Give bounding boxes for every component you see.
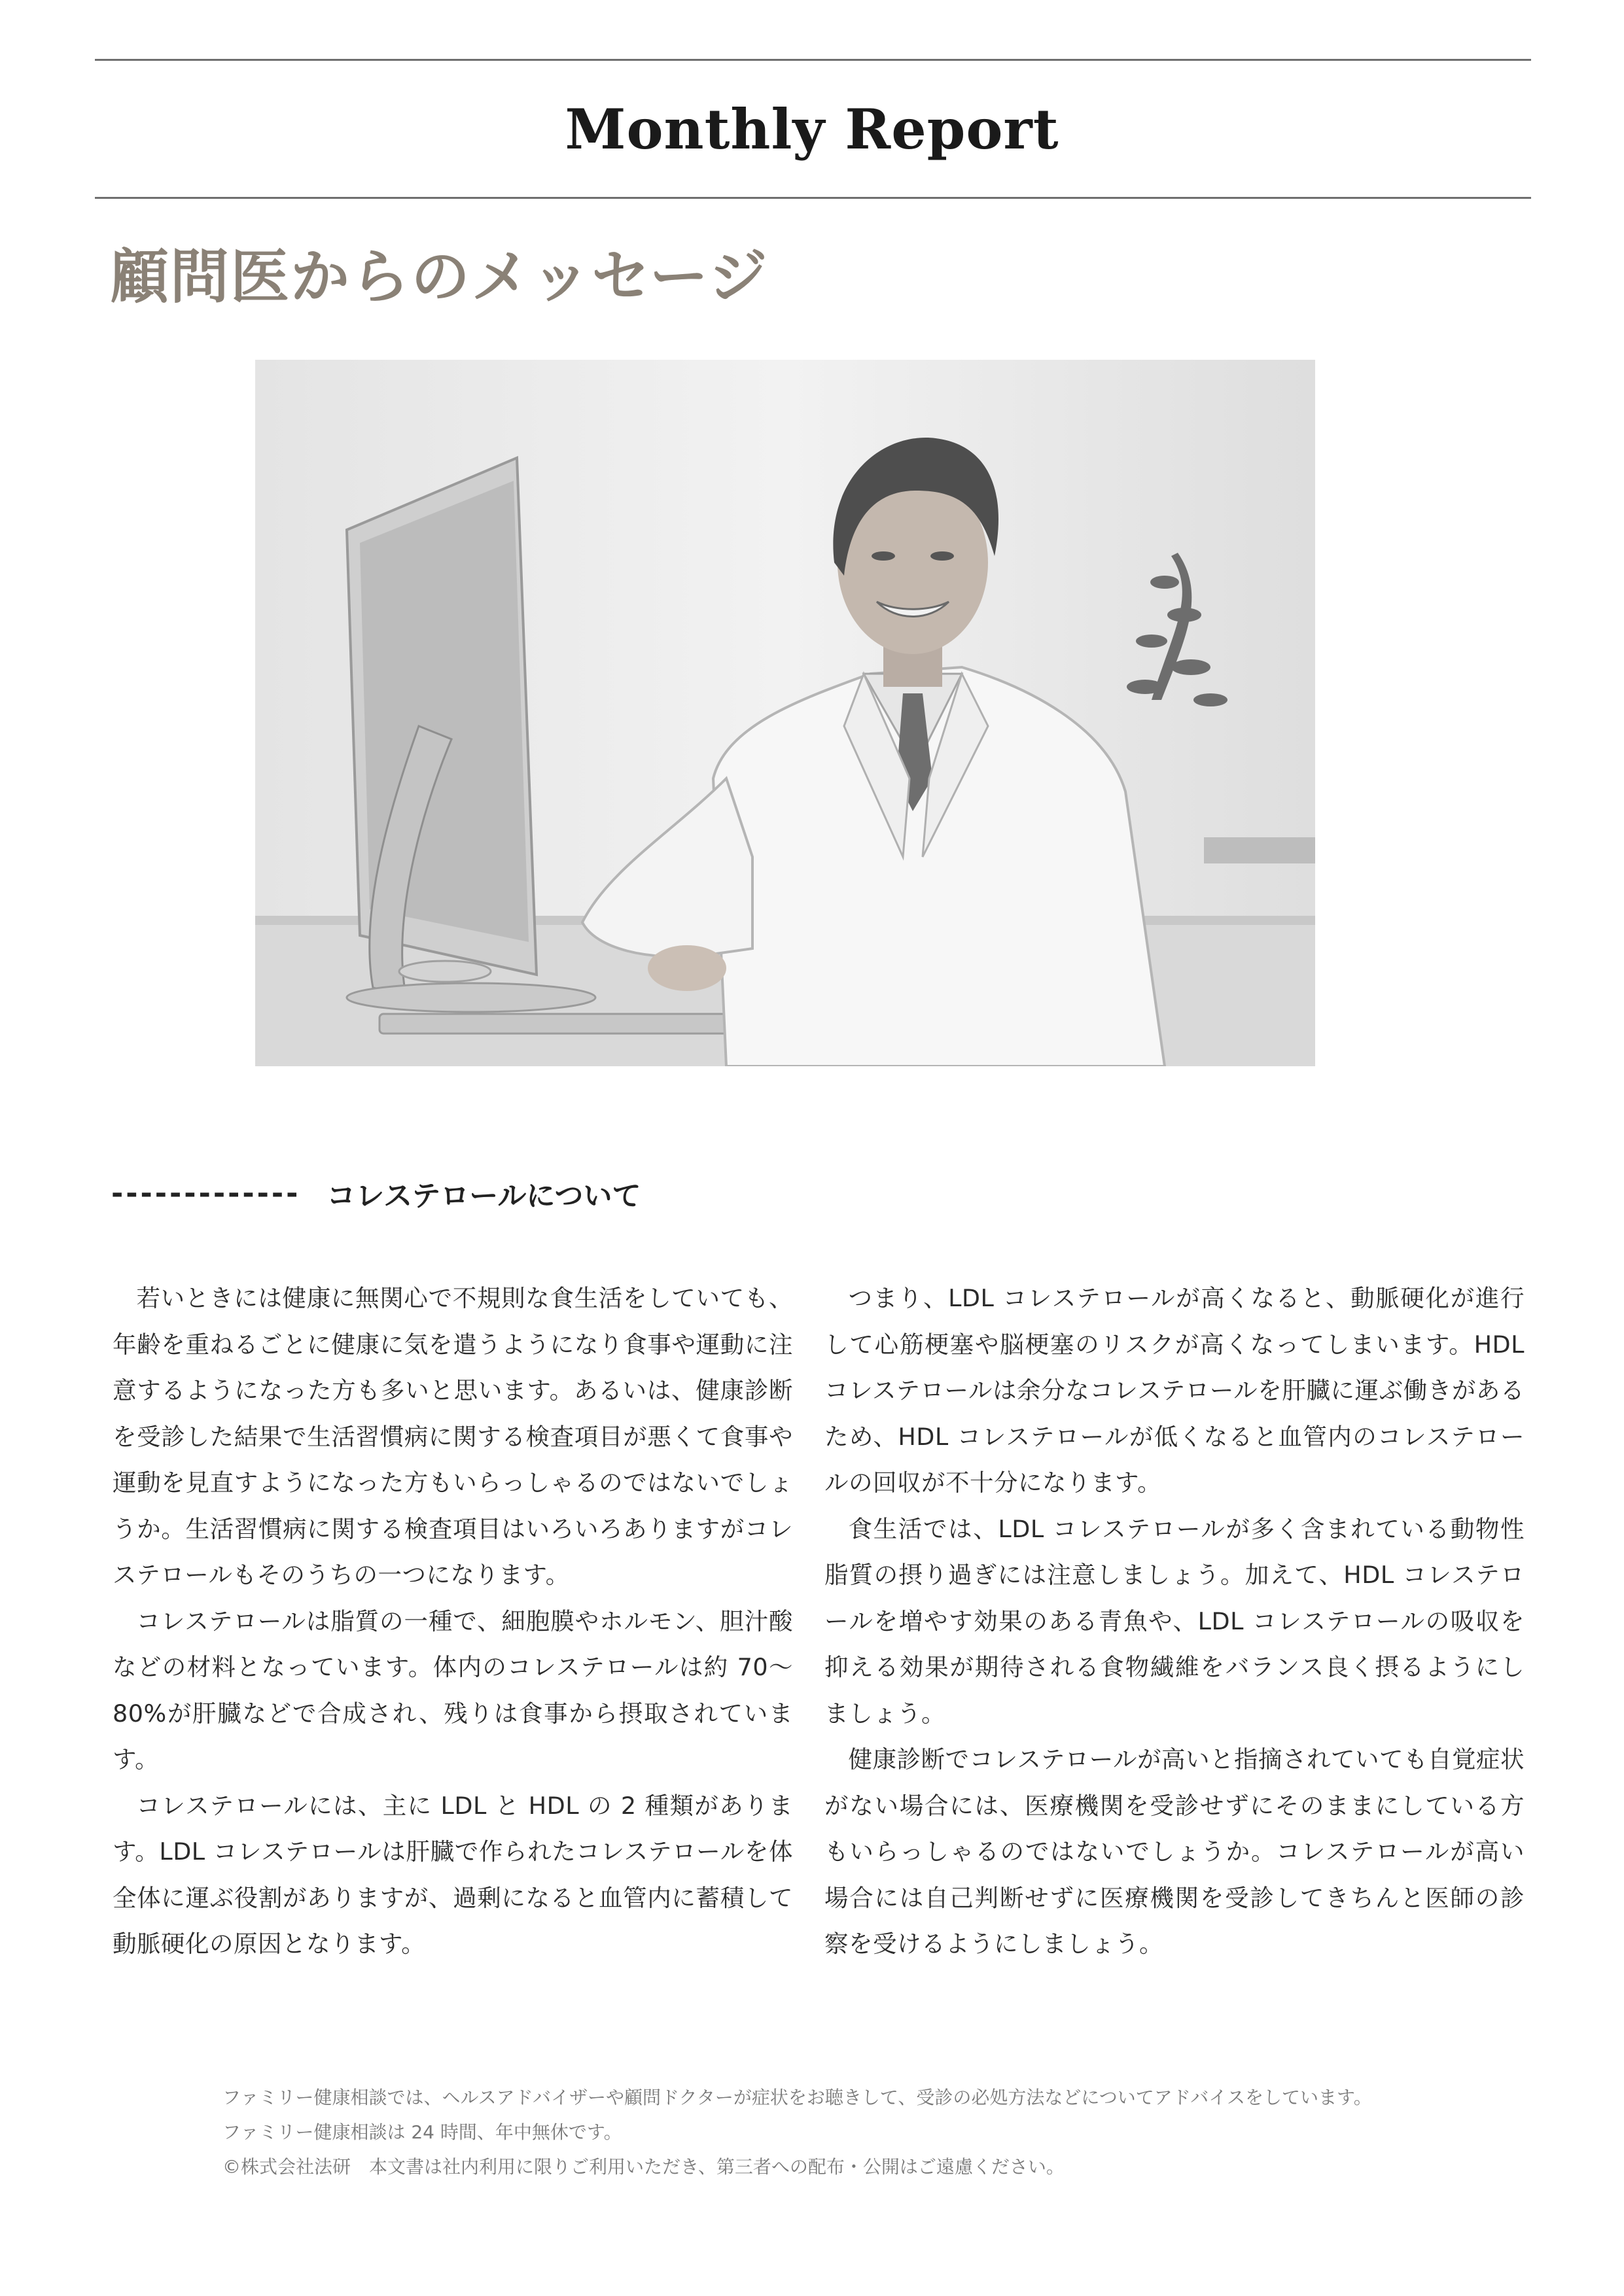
- page-title: 顧問医からのメッセージ: [110, 243, 769, 311]
- body-paragraph: コレステロールは脂質の一種で、細胞膜やホルモン、胆汁酸などの材料となっています。体内のコレステロールは約 70～80%が肝臓などで合成され、残りは食事から摂取されています。: [113, 1607, 793, 1773]
- footer-line-consultation: ファミリー健康相談では、ヘルスアドバイザーや顧問ドクターが症状をお聴きして、受診の必処方法などについてアドバイスをしています。: [222, 2087, 1372, 2108]
- header-bottom-rule: [95, 197, 1531, 199]
- footer-notes: [222, 2080, 1466, 2184]
- body-paragraph: 若いときには健康に無関心で不規則な食生活をしていても、年齢を重ねるごとに健康に気を遣うようになり食事や運動に注意するようになった方も多いと思います。あるいは、健康診断を受診した結果で生活習慣病に関する検査項目が悪くて食事や運動を見直すようになった方もいらっしゃるのではないでしょうか。生活習慣病に関する検査項目はいろいろありますがコレステロールもそのうちの一つになります。: [113, 1284, 793, 1589]
- header-top-rule: [95, 59, 1531, 61]
- footer-line-copyright: ©株式会社法研 本文書は社内利用に限りご利用いただき、第三者への配布・公開はご遠慮ください。: [222, 2156, 1065, 2178]
- header-title: Monthly Report: [565, 97, 1059, 162]
- footer-line-hours: ファミリー健康相談は 24 時間、年中無休です。: [222, 2121, 622, 2143]
- body-column-right: [824, 1276, 1525, 1968]
- body-paragraph: コレステロールには、主に LDL と HDL の 2 種類があります。LDL コレステロールは肝臓で作られたコレステロールを体全体に運ぶ役割がありますが、過剰になると血管内に蓄積して動脈硬化の原因となります。: [113, 1791, 793, 1958]
- section-heading-dashes: -------------: [111, 1176, 301, 1210]
- doctor-photo-illustration: [255, 360, 1315, 1066]
- section-heading-text: コレステロールについて: [327, 1179, 641, 1213]
- body-paragraph: つまり、LDL コレステロールが高くなると、動脈硬化が進行して心筋梗塞や脳梗塞のリスクが高くなってしまいます。HDL コレステロールは余分なコレステロールを肝臓に運ぶ働きがあるため、HDL コレステロールが低くなると血管内のコレステロールの回収が不十分になります。: [824, 1284, 1525, 1497]
- doctor-photo: [255, 360, 1315, 1066]
- section-heading: [111, 1172, 641, 1214]
- body-paragraph: 食生活では、LDL コレステロールが多く含まれている動物性脂質の摂り過ぎには注意しましょう。加えて、HDL コレステロールを増やす効果のある青魚や、LDL コレステロールの吸収を抑える効果が期待される食物繊維をバランス良く摂るようにしましょう。: [824, 1514, 1525, 1728]
- body-paragraph: 健康診断でコレステロールが高いと指摘されていても自覚症状がない場合には、医療機関を受診せずにそのままにしている方もいらっしゃるのではないでしょうか。コレステロールが高い場合には自己判断せずに医療機関を受診してきちんと医師の診察を受けるようにしましょう。: [824, 1745, 1525, 1958]
- body-column-left: [113, 1276, 793, 1968]
